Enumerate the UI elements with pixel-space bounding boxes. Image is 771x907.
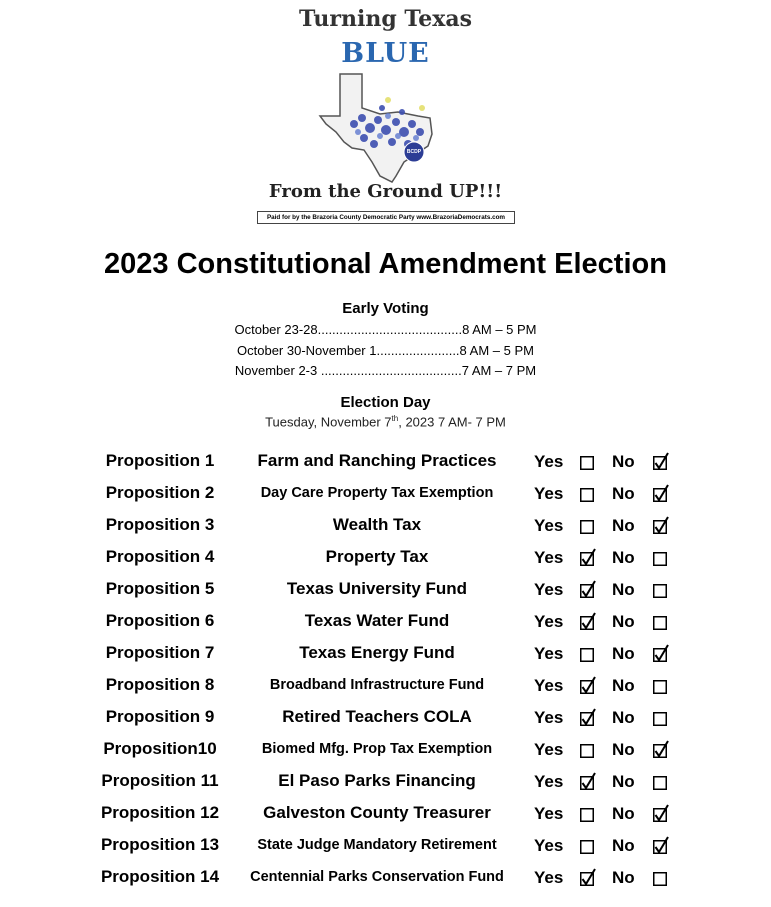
proposition-number: Proposition 6 <box>105 611 215 630</box>
yes-label: Yes <box>534 548 564 567</box>
election-day-heading: Election Day <box>340 394 431 411</box>
early-voting-row: October 23-28........................................8 AM – 5 PM <box>234 322 537 337</box>
proposition-number: Proposition 7 <box>105 643 215 662</box>
texas-bluebonnet-logo <box>318 72 442 184</box>
proposition-description: Farm and Ranching Practices <box>257 451 497 470</box>
no-checkbox[interactable] <box>653 616 667 630</box>
proposition-row <box>0 445 771 477</box>
header-line-3: From the Ground UP!!! <box>268 181 503 202</box>
page-title: 2023 Constitutional Amendment Election <box>104 248 667 280</box>
no-checkbox[interactable] <box>653 712 667 726</box>
yes-checkbox[interactable] <box>580 808 594 822</box>
proposition-row <box>0 637 771 669</box>
logo-badge-text: BCDP <box>406 149 422 155</box>
no-label: No <box>612 708 635 727</box>
proposition-description: El Paso Parks Financing <box>278 771 476 790</box>
no-checkbox[interactable] <box>653 776 667 790</box>
no-checkbox-checked[interactable] <box>653 808 667 822</box>
no-label: No <box>612 580 635 599</box>
proposition-row <box>0 541 771 573</box>
proposition-description: Texas Energy Fund <box>299 643 455 662</box>
proposition-number: Proposition 8 <box>105 675 215 694</box>
proposition-description: Day Care Property Tax Exemption <box>260 485 494 501</box>
no-label: No <box>612 644 635 663</box>
yes-checkbox[interactable] <box>580 744 594 758</box>
no-checkbox-checked[interactable] <box>653 648 667 662</box>
no-checkbox-checked[interactable] <box>653 840 667 854</box>
proposition-number: Proposition 3 <box>105 515 215 534</box>
proposition-number: Proposition 13 <box>100 835 220 854</box>
no-label: No <box>612 804 635 823</box>
no-label: No <box>612 740 635 759</box>
yes-label: Yes <box>534 644 564 663</box>
yes-label: Yes <box>534 612 564 631</box>
no-checkbox-checked[interactable] <box>653 488 667 502</box>
yes-label: Yes <box>534 676 564 695</box>
proposition-number: Proposition 14 <box>100 867 220 886</box>
yes-checkbox[interactable] <box>580 840 594 854</box>
proposition-row <box>0 797 771 829</box>
proposition-description: Property Tax <box>325 547 429 566</box>
yes-checkbox-checked[interactable] <box>580 552 594 566</box>
proposition-description: Texas University Fund <box>286 579 468 598</box>
no-label: No <box>612 772 635 791</box>
paid-for-disclaimer: Paid for by the Brazoria County Democratic Party www.BrazoriaDemocrats.com <box>257 211 515 224</box>
yes-checkbox[interactable] <box>580 648 594 662</box>
election-day-date: Tuesday, November 7th, 2023 7 AM- 7 PM <box>265 414 506 430</box>
yes-checkbox-checked[interactable] <box>580 872 594 886</box>
proposition-description: Centennial Parks Conservation Fund <box>250 869 504 885</box>
proposition-number: Proposition 9 <box>105 707 215 726</box>
yes-label: Yes <box>534 452 564 471</box>
no-label: No <box>612 484 635 503</box>
proposition-number: Proposition 2 <box>105 483 215 502</box>
proposition-row <box>0 765 771 797</box>
no-checkbox[interactable] <box>653 584 667 598</box>
yes-label: Yes <box>534 708 564 727</box>
no-checkbox[interactable] <box>653 680 667 694</box>
proposition-number: Proposition10 <box>103 739 217 758</box>
no-label: No <box>612 516 635 535</box>
no-checkbox-checked[interactable] <box>653 520 667 534</box>
proposition-number: Proposition 12 <box>100 803 220 822</box>
yes-label: Yes <box>534 868 564 887</box>
yes-label: Yes <box>534 804 564 823</box>
yes-label: Yes <box>534 836 564 855</box>
proposition-number: Proposition 4 <box>105 547 215 566</box>
yes-label: Yes <box>534 740 564 759</box>
yes-checkbox[interactable] <box>580 488 594 502</box>
yes-checkbox-checked[interactable] <box>580 776 594 790</box>
proposition-description: Galveston County Treasurer <box>263 803 491 822</box>
no-label: No <box>612 868 635 887</box>
yes-label: Yes <box>534 484 564 503</box>
proposition-description: Texas Water Fund <box>304 611 450 630</box>
proposition-row <box>0 829 771 861</box>
no-label: No <box>612 836 635 855</box>
proposition-description: Broadband Infrastructure Fund <box>269 677 485 693</box>
early-voting-row: November 2-3 .......................................7 AM – 7 PM <box>234 363 537 378</box>
yes-checkbox[interactable] <box>580 456 594 470</box>
yes-checkbox-checked[interactable] <box>580 584 594 598</box>
proposition-description: Biomed Mfg. Prop Tax Exemption <box>261 741 493 757</box>
early-voting-heading: Early Voting <box>342 300 429 317</box>
proposition-row <box>0 733 771 765</box>
yes-label: Yes <box>534 772 564 791</box>
no-checkbox-checked[interactable] <box>653 456 667 470</box>
early-voting-row: October 30-November 1.......................8 AM – 5 PM <box>237 343 534 358</box>
proposition-row <box>0 509 771 541</box>
proposition-description: Retired Teachers COLA <box>282 707 472 726</box>
yes-checkbox-checked[interactable] <box>580 616 594 630</box>
yes-checkbox-checked[interactable] <box>580 712 594 726</box>
no-label: No <box>612 548 635 567</box>
proposition-row <box>0 701 771 733</box>
no-label: No <box>612 452 635 471</box>
yes-checkbox-checked[interactable] <box>580 680 594 694</box>
proposition-description: State Judge Mandatory Retirement <box>257 837 497 853</box>
no-checkbox[interactable] <box>653 872 667 886</box>
proposition-row <box>0 477 771 509</box>
yes-checkbox[interactable] <box>580 520 594 534</box>
proposition-row <box>0 605 771 637</box>
no-checkbox-checked[interactable] <box>653 744 667 758</box>
header-line-2: BLUE <box>341 38 430 69</box>
yes-label: Yes <box>534 580 564 599</box>
proposition-row <box>0 669 771 701</box>
no-checkbox[interactable] <box>653 552 667 566</box>
no-label: No <box>612 676 635 695</box>
proposition-row <box>0 573 771 605</box>
yes-label: Yes <box>534 516 564 535</box>
proposition-number: Proposition 1 <box>105 451 215 470</box>
proposition-description: Wealth Tax <box>332 515 422 534</box>
header-line-1: Turning Texas <box>299 6 472 32</box>
proposition-row <box>0 861 771 893</box>
no-label: No <box>612 612 635 631</box>
proposition-number: Proposition 11 <box>101 771 219 790</box>
proposition-number: Proposition 5 <box>105 579 215 598</box>
